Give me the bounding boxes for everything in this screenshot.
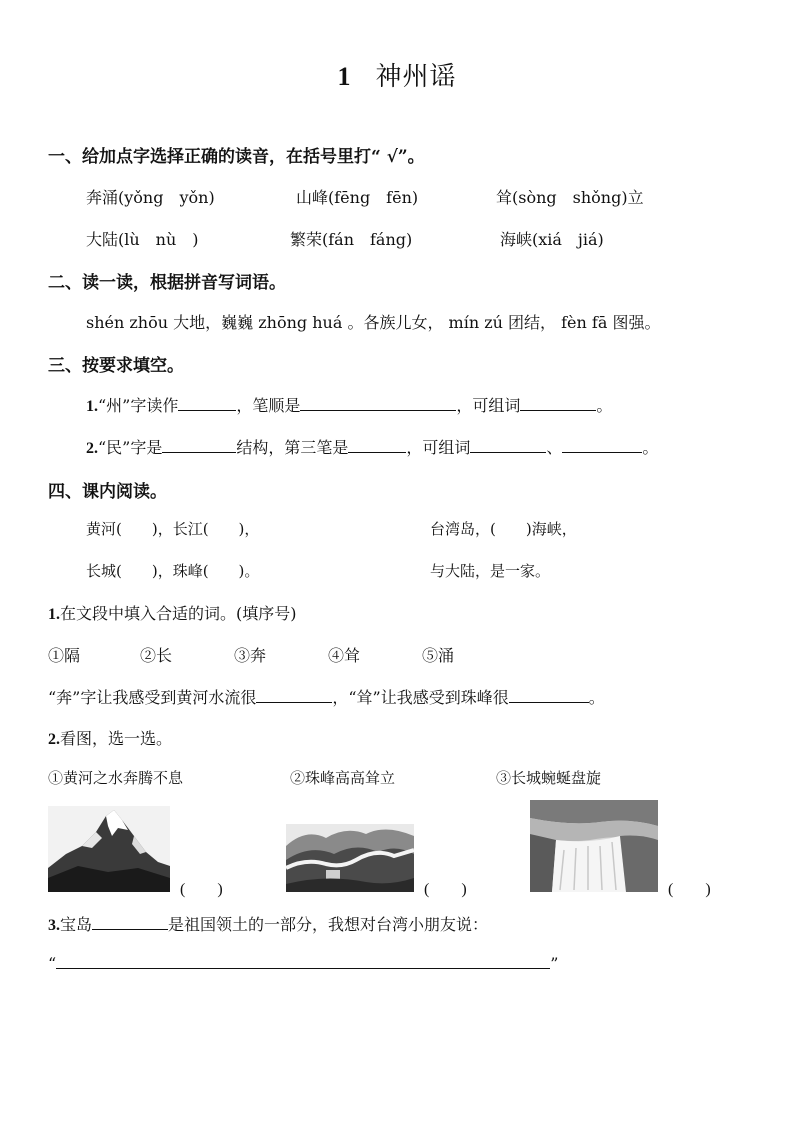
answer-paren[interactable]: ( ) bbox=[424, 881, 467, 898]
pinyin-writing-line: shén zhōu 大地，巍巍 zhōng huá 。各族儿女， mín zú 团结， fèn fā 图强。 bbox=[86, 313, 661, 332]
pinyin-choice-item[interactable]: 山峰(fēng fēn) bbox=[296, 188, 419, 207]
lesson-title: 神州谣 bbox=[375, 62, 457, 92]
lesson-number: 1 bbox=[337, 62, 352, 91]
answer-blank[interactable] bbox=[520, 396, 596, 411]
message-blank[interactable] bbox=[56, 954, 550, 969]
answer-blank[interactable] bbox=[92, 915, 168, 930]
answer-blank[interactable] bbox=[256, 688, 332, 703]
question-4-3: 3.宝岛 是祖国领土的一部分，我想对台湾小朋友说： bbox=[48, 915, 489, 934]
answer-blank[interactable] bbox=[300, 396, 456, 411]
word-option: ①隔 bbox=[48, 646, 81, 665]
mountain-peak-image bbox=[48, 806, 170, 892]
question-4-2-label: 2.看图，选一选。 bbox=[48, 729, 173, 748]
section3-heading: 三、按要求填空。 bbox=[48, 356, 184, 376]
section4-heading: 四、课内阅读。 bbox=[48, 482, 167, 502]
word-option: ③奔 bbox=[234, 646, 267, 665]
question-4-1-sentence: “奔”字让我感受到黄河水流很 ，“耸”让我感受到珠峰很 。 bbox=[48, 688, 605, 707]
question-4-1-label: 1.在文段中填入合适的词。(填序号) bbox=[48, 604, 297, 623]
pinyin-choice-item[interactable]: 繁荣(fán fáng) bbox=[290, 230, 413, 249]
section2-heading: 二、读一读，根据拼音写词语。 bbox=[48, 273, 286, 293]
message-line: “ ” bbox=[48, 954, 559, 973]
section1-heading: 一、给加点字选择正确的读音，在括号里打“ √”。 bbox=[48, 147, 425, 167]
page-title bbox=[0, 56, 794, 93]
poem-line: 黄河( )，长江( )， bbox=[86, 520, 260, 538]
answer-blank[interactable] bbox=[178, 396, 236, 411]
answer-blank[interactable] bbox=[348, 438, 406, 453]
pinyin-choice-item[interactable]: 海峡(xiá jiá) bbox=[500, 230, 604, 249]
word-option: ④耸 bbox=[328, 646, 361, 665]
answer-blank[interactable] bbox=[509, 688, 589, 703]
picture-choice: ③长城蜿蜒盘旋 bbox=[496, 769, 602, 787]
question-3-2: 2.“民”字是 结构，第三笔是 ，可组词 、 。 bbox=[86, 438, 659, 457]
word-option: ②长 bbox=[140, 646, 173, 665]
picture-choice: ①黄河之水奔腾不息 bbox=[48, 769, 184, 787]
answer-blank[interactable] bbox=[470, 438, 546, 453]
poem-line: 长城( )，珠峰( )。 bbox=[86, 562, 260, 580]
waterfall-image bbox=[530, 800, 658, 892]
answer-paren[interactable]: ( ) bbox=[668, 881, 711, 898]
pinyin-choice-item[interactable]: 大陆(lù nù ) bbox=[86, 230, 199, 249]
question-3-1: 1.“州”字读作 ，笔顺是 ，可组词 。 bbox=[86, 396, 613, 415]
answer-paren[interactable]: ( ) bbox=[180, 881, 223, 898]
poem-line: 台湾岛，( )海峡， bbox=[430, 520, 577, 538]
word-option: ⑤涌 bbox=[422, 646, 455, 665]
great-wall-image bbox=[286, 824, 414, 892]
answer-blank[interactable] bbox=[162, 438, 236, 453]
answer-blank[interactable] bbox=[562, 438, 642, 453]
poem-line: 与大陆，是一家。 bbox=[430, 562, 551, 580]
pinyin-choice-item[interactable]: 奔涌(yǒng yǒn) bbox=[86, 188, 215, 207]
pinyin-choice-item[interactable]: 耸(sòng shǒng)立 bbox=[496, 188, 644, 207]
picture-choice: ②珠峰高高耸立 bbox=[290, 769, 396, 787]
